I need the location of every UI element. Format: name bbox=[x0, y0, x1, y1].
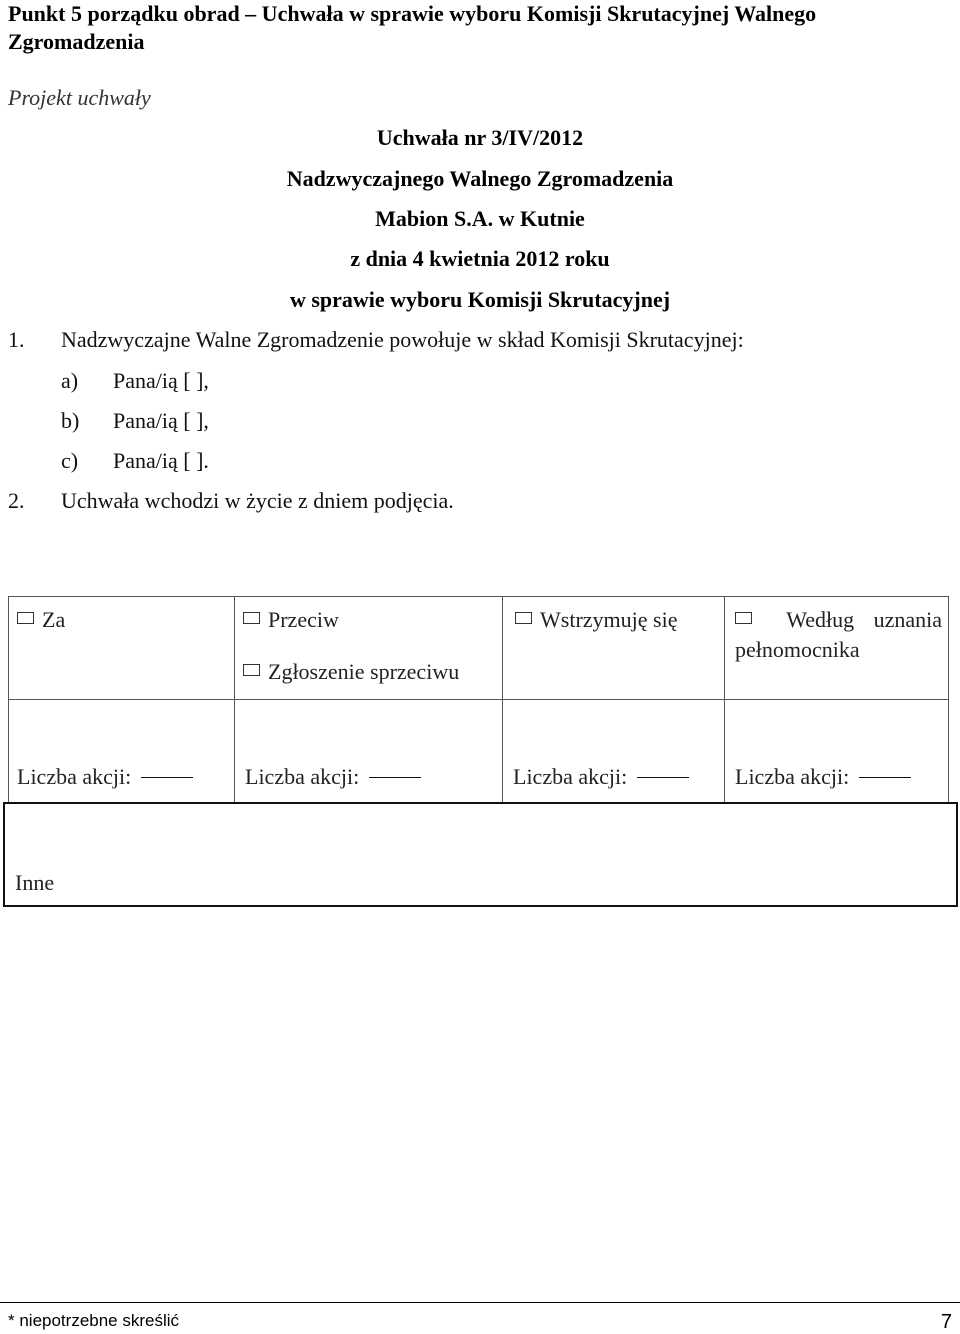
footer-divider bbox=[0, 1302, 960, 1303]
shares-cell-przeciw bbox=[235, 700, 503, 803]
vote-table bbox=[8, 596, 949, 803]
inne-label: Inne bbox=[15, 870, 55, 895]
checkbox-za[interactable] bbox=[17, 612, 34, 624]
shares-cell-wstrzymuje bbox=[503, 700, 725, 803]
point-2-number: 2. bbox=[8, 488, 25, 513]
shares-input-wedlug-uznania[interactable] bbox=[859, 777, 911, 778]
resolution-number: Uchwała nr 3/IV/2012 bbox=[376, 125, 584, 150]
inne-box[interactable] bbox=[3, 802, 958, 907]
checkbox-wstrzymuje[interactable] bbox=[515, 612, 532, 624]
point-1-text: Nadzwyczajne Walne Zgromadzenie powołuje w skład Komisji Skrutacyjnej: bbox=[61, 327, 744, 352]
resolution-body: Nadzwyczajnego Walnego Zgromadzenia bbox=[286, 166, 674, 191]
vote-label-wedlug-uznania: Według uznania bbox=[786, 607, 942, 632]
checkbox-przeciw[interactable] bbox=[243, 612, 260, 624]
shares-label-wstrzymuje: Liczba akcji: bbox=[513, 764, 628, 789]
shares-input-przeciw[interactable] bbox=[369, 777, 421, 778]
sub-item-c-letter: c) bbox=[61, 448, 79, 473]
sub-item-b-letter: b) bbox=[61, 408, 80, 433]
shares-cell-wedlug-uznania bbox=[725, 700, 949, 803]
vote-label-przeciw: Przeciw bbox=[268, 607, 339, 632]
vote-label-wstrzymuje: Wstrzymuję się bbox=[540, 607, 678, 632]
shares-cell-za bbox=[9, 700, 235, 803]
resolution-company: Mabion S.A. w Kutnie bbox=[375, 206, 585, 231]
vote-label-zgloszenie: Zgłoszenie sprzeciwu bbox=[268, 659, 460, 684]
resolution-date: z dnia 4 kwietnia 2012 roku bbox=[350, 246, 610, 271]
sub-item-a-text: Pana/ią [ ], bbox=[113, 368, 209, 393]
page-number: 7 bbox=[940, 1311, 952, 1333]
vote-label-za: Za bbox=[42, 607, 66, 632]
vote-cell-przeciw bbox=[235, 597, 503, 700]
projekt-label: Projekt uchwały bbox=[8, 85, 151, 110]
shares-input-wstrzymuje[interactable] bbox=[637, 777, 689, 778]
point-1-number: 1. bbox=[8, 327, 25, 352]
sub-item-c-text: Pana/ią [ ]. bbox=[113, 448, 209, 473]
shares-input-za[interactable] bbox=[141, 777, 193, 778]
vote-cell-wedlug-uznania bbox=[725, 597, 949, 700]
shares-label-przeciw: Liczba akcji: bbox=[245, 764, 360, 789]
checkbox-zgloszenie-sprzeciwu[interactable] bbox=[243, 664, 260, 676]
checkbox-wedlug-uznania[interactable] bbox=[735, 612, 752, 624]
sub-item-a-letter: a) bbox=[61, 368, 79, 393]
point-2-text: Uchwała wchodzi w życie z dniem podjęcia. bbox=[61, 488, 454, 513]
footnote: * niepotrzebne skreślić bbox=[8, 1311, 180, 1330]
vote-cell-wstrzymuje bbox=[503, 597, 725, 700]
document-heading: Punkt 5 porządku obrad – Uchwała w sprawie wyboru Komisji Skrutacyjnej Walnego Zgromadzenia bbox=[8, 1, 817, 54]
shares-label-za: Liczba akcji: bbox=[17, 764, 132, 789]
sub-item-b-text: Pana/ią [ ], bbox=[113, 408, 209, 433]
resolution-subject: w sprawie wyboru Komisji Skrutacyjnej bbox=[289, 287, 671, 312]
vote-label-pelnomocnika: pełnomocnika bbox=[735, 637, 860, 662]
shares-label-wedlug-uznania: Liczba akcji: bbox=[735, 764, 850, 789]
vote-cell-za bbox=[9, 597, 235, 700]
